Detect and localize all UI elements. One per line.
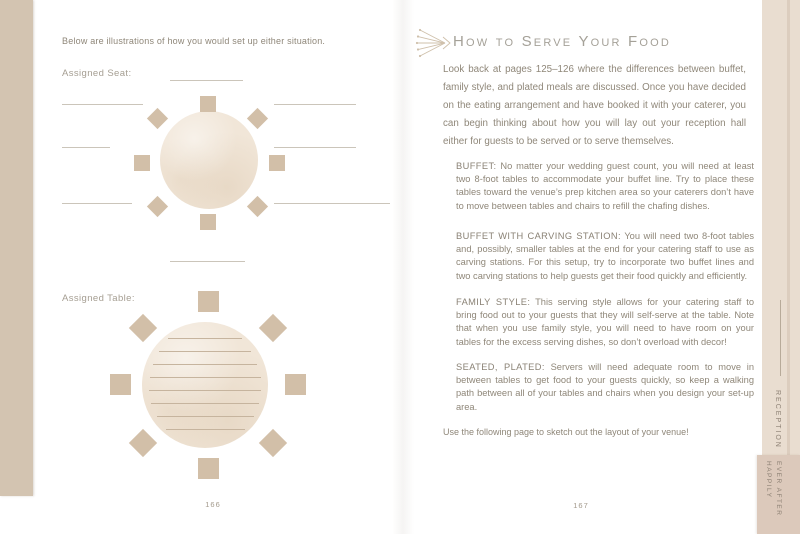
name-line [168, 338, 242, 339]
closing-line: Use the following page to sketch out the layout of your venue! [443, 427, 689, 437]
section-seated-plated [456, 361, 754, 414]
page-title: How to Serve Your Food [453, 33, 672, 50]
page-edge-band [762, 0, 800, 534]
name-line [151, 403, 259, 404]
seat-diamond-northwest [129, 314, 157, 342]
write-in-line [274, 203, 390, 204]
left-page-intro: Below are illustrations of how you would set up either situation. [62, 36, 326, 46]
section-text: No matter your wedding guest count, you will need at least two 8-foot tables to accommodate your buffet line. Try to place these tables toward the venue’s prep kitchen area so your caterers don’t have to move between tables and chairs to refill the chafing dishes. [456, 161, 754, 211]
section-buffet [456, 160, 754, 213]
write-in-line [274, 104, 356, 105]
sidebar-section-label: RECEPTION [774, 390, 781, 449]
arrow-spray-icon [415, 27, 453, 59]
section-buffet-carving [456, 230, 754, 283]
seat-diamond-northeast [259, 314, 287, 342]
name-line [150, 377, 261, 378]
name-line [149, 390, 261, 391]
seat-diamond-southeast [247, 196, 268, 217]
right-page-intro: Look back at pages 125–126 where the differences between buffet, family style, and plated meals are discussed. Once you have decided on the eating arrangement and have booked it with your caterer, you can begin thinking about how you will lay out your reception hall either for guests to be served or to serve themselves. [443, 64, 746, 147]
write-in-line [170, 80, 243, 81]
write-in-line [170, 261, 245, 262]
section-lead: SEATED, PLATED: [456, 362, 545, 372]
section-lead: FAMILY STYLE: [456, 297, 531, 307]
seat-diamond-northeast [247, 108, 268, 129]
section-text: You will need two 8-foot tables and, possibly, smaller tables at the end for your catering staff to use as carving stations. For this setup, try to incorporate two buffet lines and two carving stations to help guests get their food quickly and efficiently. [456, 231, 754, 281]
round-table-illustration [160, 111, 258, 209]
seat-square-east [285, 374, 306, 395]
seat-square-west [110, 374, 131, 395]
seat-square-south [198, 458, 219, 479]
seat-square-north [198, 291, 219, 312]
seat-diamond-southwest [129, 429, 157, 457]
assigned-seat-label: Assigned Seat: [62, 68, 132, 79]
page-number-left: 166 [205, 500, 221, 509]
seat-diamond-southwest [147, 196, 168, 217]
seat-square-north [200, 96, 216, 112]
sidebar-rule [780, 300, 781, 376]
write-in-line [62, 203, 132, 204]
write-in-line [62, 147, 110, 148]
book-title [763, 461, 783, 531]
seat-square-south [200, 214, 216, 230]
assigned-table-label: Assigned Table: [62, 293, 135, 304]
book-title-line2: EVER AFTER [775, 461, 782, 517]
section-text: This serving style allows for your catering staff to bring food out to your guests that they will self-serve at the table. Note that when you use family style, you will need to have room on your tables for the excess serving dishes, so don’t overload with decor! [456, 297, 755, 347]
name-line [153, 364, 257, 365]
section-lead: BUFFET: [456, 161, 497, 171]
name-line [157, 416, 254, 417]
book-cover-edge-left [0, 0, 33, 496]
write-in-line [274, 147, 356, 148]
seat-diamond-northwest [147, 108, 168, 129]
section-family-style [456, 296, 754, 349]
seat-square-east [269, 155, 285, 171]
page-gutter [392, 0, 414, 534]
name-line [159, 351, 251, 352]
page-number-right: 167 [573, 501, 589, 510]
page-edge-band-line [787, 0, 790, 534]
seat-square-west [134, 155, 150, 171]
section-lead: BUFFET WITH CARVING STATION: [456, 231, 622, 241]
name-line [166, 429, 245, 430]
book-title-line1: HAPPILY [765, 461, 772, 499]
section-text: Servers will need adequate room to move in between tables to get food to your guests quickly, so keep a walking path between all of your tables and chairs when you design your set-up area. [456, 362, 754, 412]
seat-diamond-southeast [259, 429, 287, 457]
write-in-line [62, 104, 143, 105]
